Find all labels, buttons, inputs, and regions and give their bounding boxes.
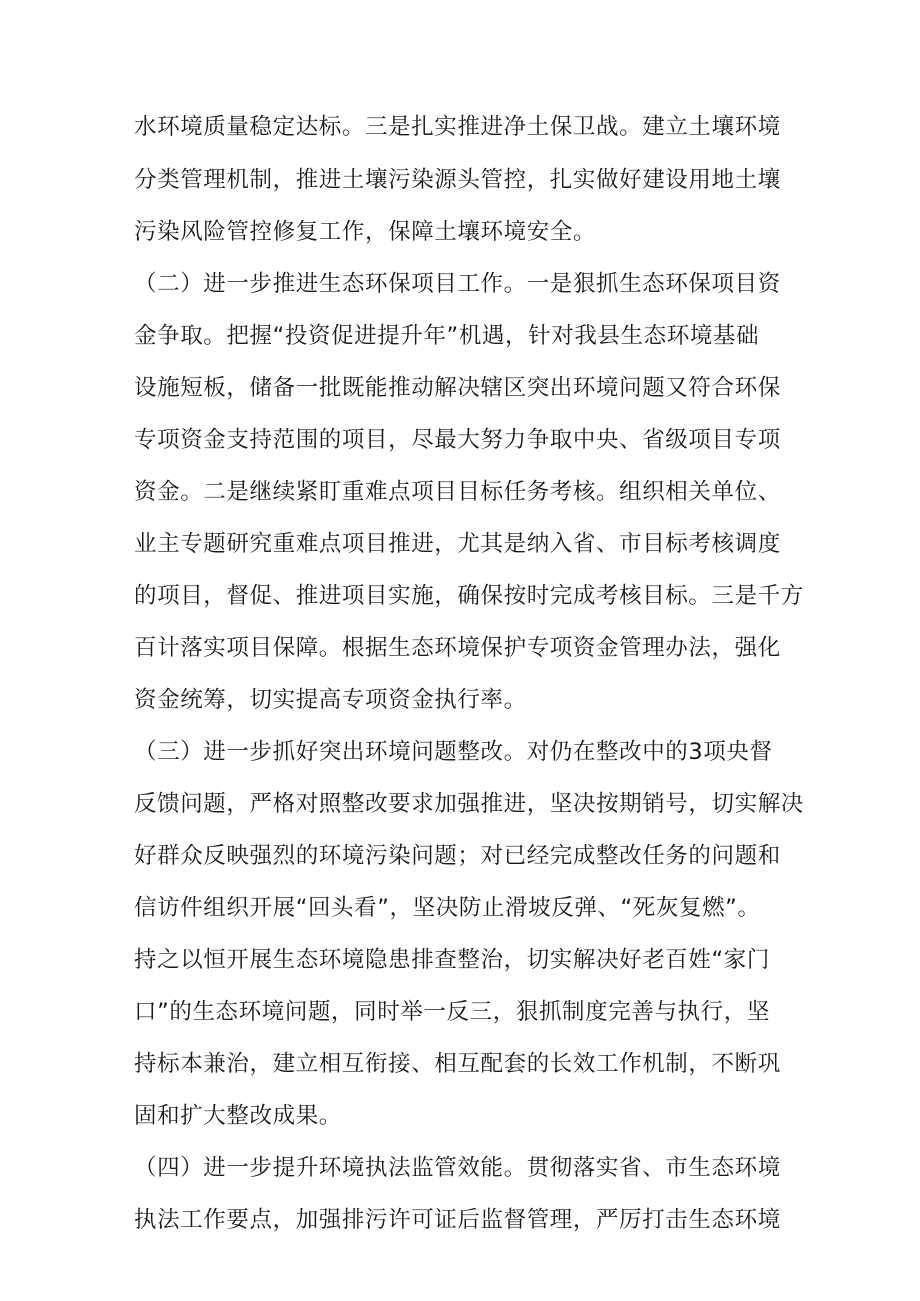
text-line: 持之以恒开展生态环境隐患排查整治，切实解决好老百姓“家门	[134, 947, 770, 973]
text-line: 执法工作要点，加强排污许可证后监督管理，严厉打击生态环境	[134, 1207, 781, 1233]
text-line: 持标本兼治，建立相互衔接、相互配套的长效工作机制，不断巩	[134, 1051, 781, 1077]
text-line: 固和扩大整改成果。	[134, 1103, 342, 1129]
text-line: 污染风险管控修复工作，保障土壤环境安全。	[134, 219, 597, 245]
text-line: 反馈问题，严格对照整改要求加强推进，坚决按期销号，切实解决	[134, 791, 804, 817]
text-line: 信访件组织开展“回头看”，坚决防止滑坡反弹、“死灰复燃”。	[134, 895, 761, 921]
text-line: 金争取。把握“投资促进提升年”机遇，针对我县生态环境基础	[134, 323, 760, 349]
text-line: 好群众反映强烈的环境污染问题；对已经完成整改任务的问题和	[134, 843, 781, 869]
text-line: 资金统筹，切实提高专项资金执行率。	[134, 687, 527, 713]
text-line: 分类管理机制，推进土壤污染源头管控，扎实做好建设用地土壤	[134, 167, 781, 193]
text-line: 水环境质量稳定达标。三是扎实推进净土保卫战。建立土壤环境	[134, 114, 781, 140]
text-line: 百计落实项目保障。根据生态环境保护专项资金管理办法，强化	[134, 635, 781, 661]
text-line: 设施短板，储备一批既能推动解决辖区突出环境问题又符合环保	[134, 375, 781, 401]
text-line: 口”的生态环境问题，同时举一反三，狠抓制度完善与执行，坚	[134, 999, 770, 1025]
text-line: 资金。二是继续紧盯重难点项目目标任务考核。组织相关单位、	[134, 479, 781, 505]
text-line: 的项目，督促、推进项目实施，确保按时完成考核目标。三是千方	[134, 583, 804, 609]
paragraph-heading-3: （三）进一步抓好突出环境问题整改。对仍在整改中的3项央督	[134, 739, 773, 765]
text-line: 专项资金支持范围的项目，尽最大努力争取中央、省级项目专项	[134, 427, 781, 453]
text-line: 业主专题研究重难点项目推进，尤其是纳入省、市目标考核调度	[134, 531, 781, 557]
paragraph-heading-4: （四）进一步提升环境执法监管效能。贯彻落实省、市生态环境	[134, 1155, 781, 1181]
paragraph-heading-2: （二）进一步推进生态环保项目工作。一是狠抓生态环保项目资	[134, 271, 781, 297]
